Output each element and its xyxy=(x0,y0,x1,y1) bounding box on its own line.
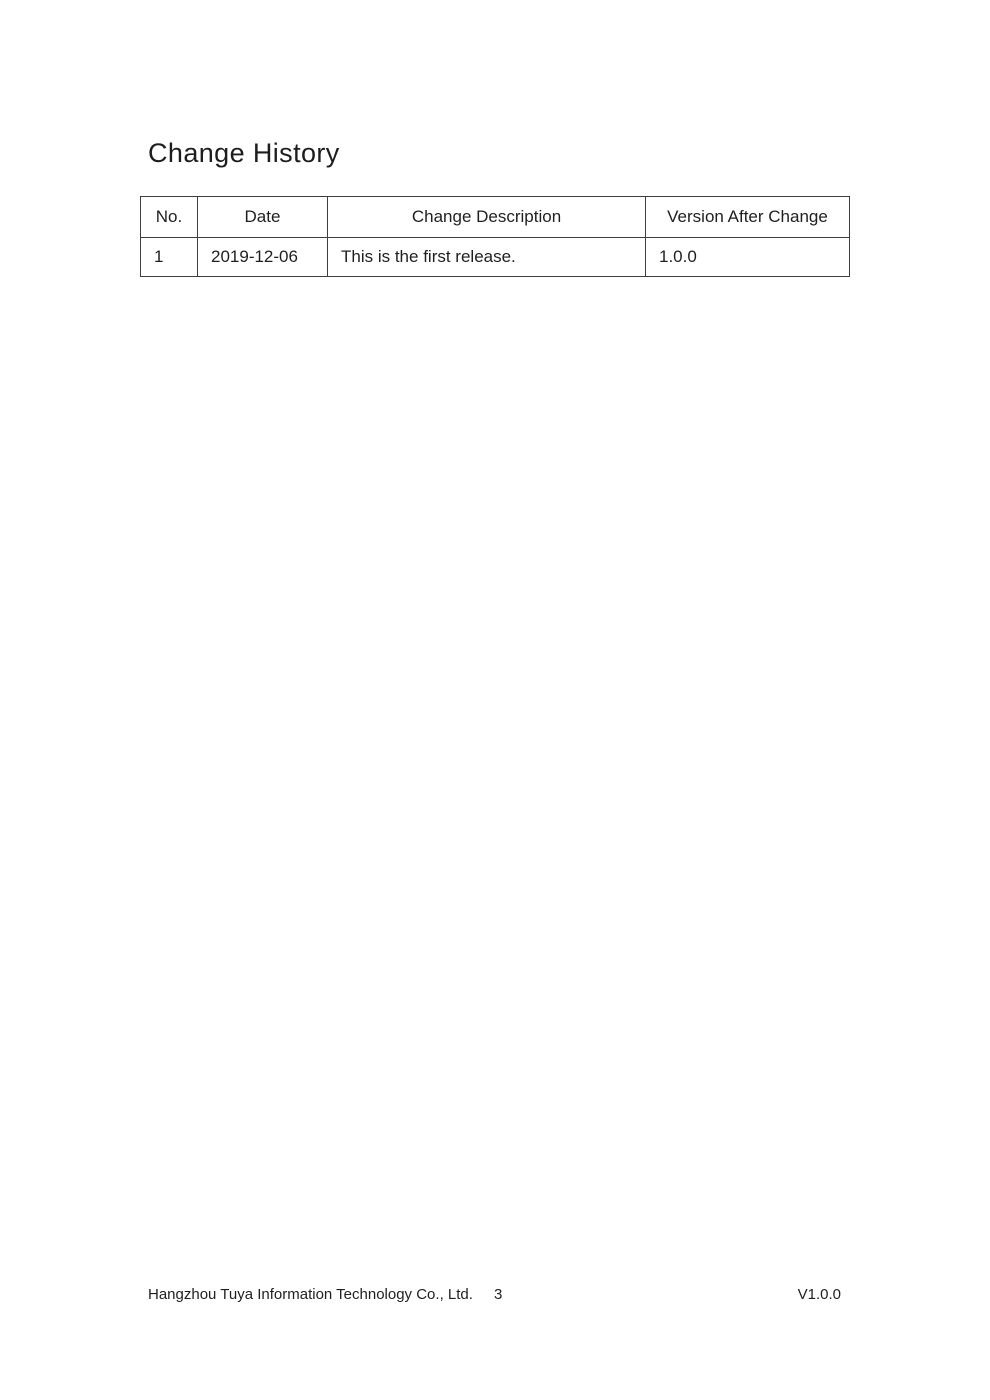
cell-date: 2019-12-06 xyxy=(198,238,328,277)
page-footer xyxy=(148,1286,841,1303)
table-header-row xyxy=(141,197,850,238)
col-header-change-description: Change Description xyxy=(328,197,646,238)
footer-page-number: 3 xyxy=(493,1286,503,1303)
col-header-version-after-change: Version After Change xyxy=(646,197,850,238)
change-history-table xyxy=(140,196,850,277)
col-header-no: No. xyxy=(141,197,198,238)
footer-company: Hangzhou Tuya Information Technology Co., Ltd. xyxy=(148,1286,473,1303)
cell-no: 1 xyxy=(141,238,198,277)
col-header-date: Date xyxy=(198,197,328,238)
footer-left xyxy=(148,1286,502,1303)
footer-version: V1.0.0 xyxy=(797,1286,841,1303)
page-title: Change History xyxy=(148,138,340,168)
table-row xyxy=(141,238,850,277)
cell-change-description: This is the first release. xyxy=(328,238,646,277)
cell-version-after-change: 1.0.0 xyxy=(646,238,850,277)
